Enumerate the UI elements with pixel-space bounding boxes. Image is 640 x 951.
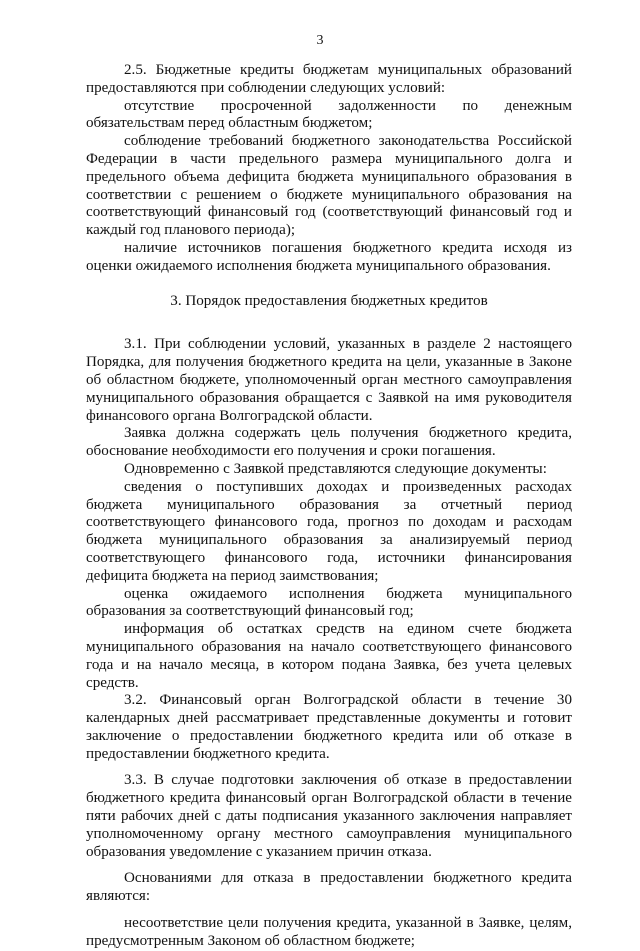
page-number: 3: [316, 33, 324, 48]
document-account-balances: информация об остатках средств на едином счете бюджета муниципального образования на начало соответствующего финансового года и на начало месяца, в котором подана Заявка, без учета целевых средств.: [86, 621, 572, 691]
refusal-ground-purpose-mismatch: несоответствие цели получения кредита, указанной в Заявке, целям, предусмотренным Законом об областном бюджете;: [86, 915, 572, 949]
condition-repayment-sources: наличие источников погашения бюджетного кредита исходя из оценки ожидаемого исполнения бюджета муниципального образования.: [86, 239, 572, 274]
paragraph-3-2: 3.2. Финансовый орган Волгоградской области в течение 30 календарных дней рассматривает представленные документы и готовит заключение о предоставлении бюджетного кредита или об отказе в предоставлении бюджетного кредита.: [86, 692, 572, 762]
document-income-expenses: сведения о поступивших доходах и произведенных расходах бюджета муниципального образования за отчетный период соответствующего финансового года, прогноз по доходам и расходам бюджета муниципального образования за анализируемый период соответствующего финансового года, источники финансирования дефицита бюджета на период заимствования;: [86, 478, 572, 584]
condition-budget-law: соблюдение требований бюджетного законодательства Российской Федерации в части предельного размера муниципального долга и предельного объема дефицита бюджета муниципального образования в соответствии с решением о бюджете муниципального образования на соответствующий финансовый год (соответствующий финансовый год и каждый год планового периода);: [86, 133, 572, 239]
refusal-grounds-intro: Основаниями для отказа в предоставлении бюджетного кредита являются:: [86, 870, 572, 905]
application-content: Заявка должна содержать цель получения бюджетного кредита, обоснование необходимости его получения и сроки погашения.: [86, 425, 572, 460]
document-expected-execution: оценка ожидаемого исполнения бюджета муниципального образования за соответствующий финансовый год;: [86, 585, 572, 620]
document-body: [86, 62, 572, 951]
paragraph-3-1: 3.1. При соблюдении условий, указанных в разделе 2 настоящего Порядка, для получения бюджетного кредита на цели, указанные в Законе об областном бюджете, уполномоченный орган местного самоуправления муниципального образования обращается с Заявкой на имя руководителя финансового органа Волгоградской области.: [86, 336, 572, 424]
paragraph-2-5: 2.5. Бюджетные кредиты бюджетам муниципальных образований предоставляются при соблюдении следующих условий:: [86, 62, 572, 96]
documents-intro: Одновременно с Заявкой представляются следующие документы:: [124, 460, 547, 477]
condition-no-debt: отсутствие просроченной задолженности по денежным обязательствам перед областным бюджетом;: [86, 97, 572, 132]
paragraph-3-3: 3.3. В случае подготовки заключения об отказе в предоставлении бюджетного кредита финансовый орган Волгоградской области в течение пяти рабочих дней с даты подписания указанного заключения направляет уполномоченному органу местного самоуправления муниципального образования уведомление с указанием причин отказа.: [86, 772, 572, 860]
section-heading: 3. Порядок предоставления бюджетных кредитов: [170, 292, 488, 309]
